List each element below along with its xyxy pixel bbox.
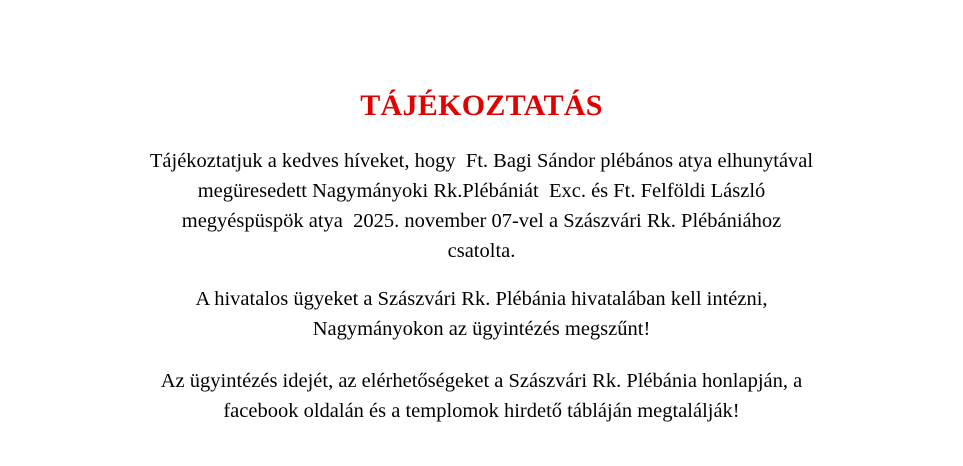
paragraph-line: facebook oldalán és a templomok hirdető tábláján megtalálják! (223, 400, 740, 422)
paragraph-contact-info (0, 366, 963, 426)
paragraph-line: Tájékoztatjuk a kedves híveket, hogy Ft. Bagi Sándor plébános atya elhunytával (149, 150, 814, 172)
paragraph-line: Nagymányokon az ügyintézés megszűnt! (312, 318, 651, 340)
paragraph-announcement (0, 146, 963, 266)
paragraph-line: Az ügyintézés idejét, az elérhetőségeket a Szászvári Rk. Plébánia honlapján, a (160, 370, 803, 392)
paragraph-line: A hivatalos ügyeket a Szászvári Rk. Plébánia hivatalában kell intézni, (195, 288, 768, 310)
paragraph-line: megyéspüspök atya 2025. november 07-vel a Szászvári Rk. Plébániához (181, 210, 782, 232)
paragraph-line: megüresedett Nagymányoki Rk.Plébániát Exc. és Ft. Felföldi László (197, 180, 766, 202)
paragraph-official-matters (0, 284, 963, 344)
paragraph-line: csatolta. (447, 240, 516, 262)
document-title: TÁJÉKOZTATÁS (360, 89, 603, 122)
